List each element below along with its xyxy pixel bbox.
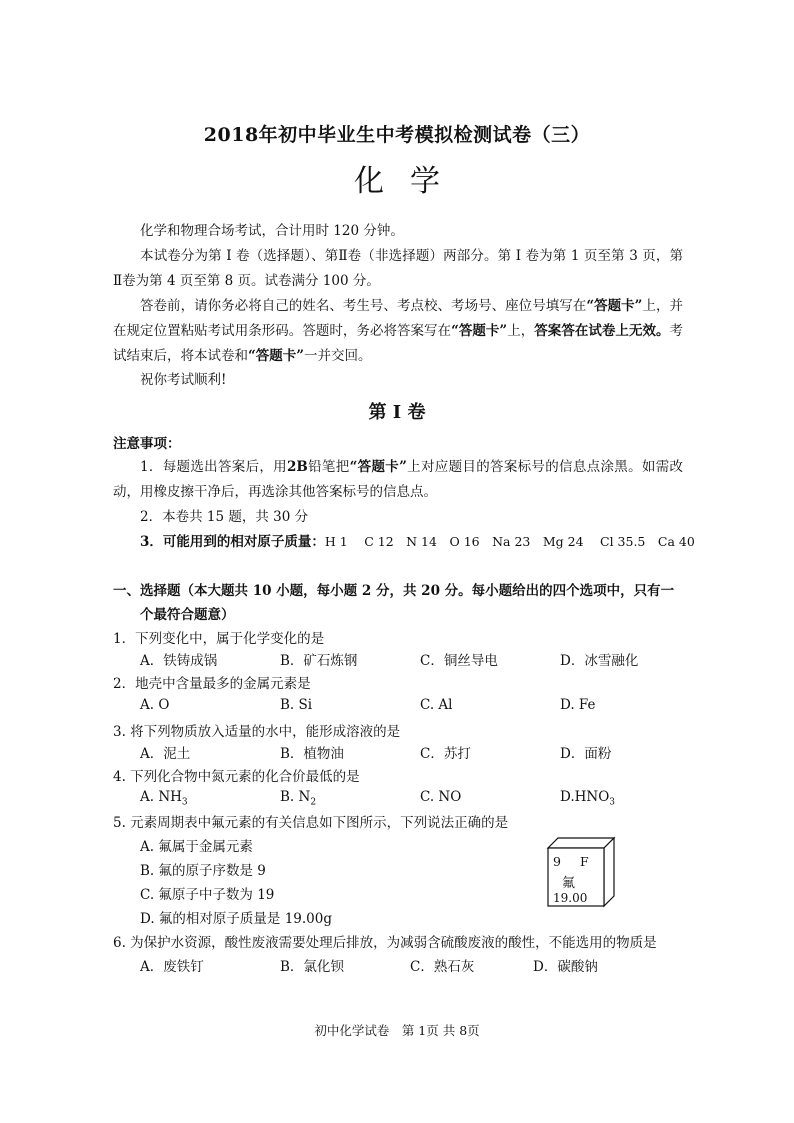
q4-option-d <box>560 789 615 808</box>
q3-option-b: B．植物油 <box>280 746 344 762</box>
q4-option-d-text: D.HNO <box>560 789 610 805</box>
q5-option-a: A. 氟属于金属元素 <box>140 839 253 855</box>
intro-3c: 上，并在规定位置粘贴考试用条形码。答题时，务必将答案写在 <box>113 298 684 339</box>
intro-line-1: 化学和物理合场考试，合计用时 120 分钟。 <box>140 223 404 239</box>
intro-3e: 上， <box>507 323 535 339</box>
question-2: 2．地壳中含量最多的金属元素是 <box>113 676 311 692</box>
q3-option-a: A．泥土 <box>140 746 191 762</box>
notice-1c: 铅笔把 <box>307 459 350 475</box>
question-5: 5. 元素周期表中氟元素的有关信息如下图所示，下列说法正确的是 <box>113 815 509 831</box>
part1-title: 第 I 卷 <box>368 402 426 423</box>
q4-option-a <box>140 789 188 808</box>
q4-option-b-sub: 2 <box>310 797 317 808</box>
q1-option-c: C．铜丝导电 <box>420 653 498 669</box>
q4-option-b-text: B. N <box>280 789 311 805</box>
q3-option-d: D．面粉 <box>560 746 612 762</box>
subject-title: 化学 <box>354 164 466 199</box>
q4-option-a-text: A. NH <box>140 789 182 805</box>
exam-title: 2018年初中毕业生中考模拟检测试卷（三） <box>203 124 591 146</box>
q5-option-c: C. 氟原子中子数为 19 <box>140 887 275 903</box>
atomic-masses: H 1 C 12 N 14 O 16 Na 23 Mg 24 Cl 35.5 Ca 40 <box>324 534 695 549</box>
q4-option-b <box>280 789 316 808</box>
notice-3-label: 3．可能用到的相对原子质量： <box>140 534 325 550</box>
notice-1 <box>113 455 683 505</box>
element-name: 氟 <box>562 876 576 891</box>
notice-2: 2．本卷共 15 题，共 30 分 <box>140 509 309 525</box>
page-footer: 初中化学试卷 第 1页 共 8页 <box>314 1023 480 1038</box>
intro-line-2: 本试卷分为第 I 卷（选择题）、第Ⅱ卷（非选择题）两部分。第 I 卷为第 1 页至第 3 页，第Ⅱ卷为第 4 页至第 8 页。试卷满分 100 分。 <box>113 248 683 289</box>
notice-1b: 2B <box>287 459 308 475</box>
q5-option-b: B. 氟的原子序数是 9 <box>140 863 266 879</box>
section1-heading-b: 个最符合题意） <box>140 607 235 623</box>
question-6: 6. 为保护水资源，酸性废液需要处理后排放，为减弱含硫酸废液的酸性，不能选用的物质是 <box>113 935 657 951</box>
fluorine-element-card <box>544 836 616 908</box>
q1-option-a: A．铁铸成锅 <box>140 653 218 669</box>
element-mass: 19.00 <box>553 891 588 905</box>
question-3: 3. 将下列物质放入适量的水中，能形成溶液的是 <box>113 724 401 740</box>
intro-3i: 一并交回。 <box>304 348 372 364</box>
q3-option-c: C．苏打 <box>420 746 471 762</box>
intro-3d: “答题卡” <box>451 323 508 339</box>
notice-3 <box>140 530 695 550</box>
q4-option-a-sub: 3 <box>181 797 188 808</box>
intro-line-3 <box>113 294 683 369</box>
q2-option-d: D. Fe <box>560 697 596 713</box>
section1-heading-a: 一、选择题（本大题共 10 小题，每小题 2 分，共 20 分。每小题给出的四个选项中，只有一 <box>113 583 675 599</box>
notice-1e: 上对应题目的答案标号的信息点涂黑。如需改动，用橡皮擦干净后，再选涂其他答案标号的信息点。 <box>113 459 684 500</box>
q6-option-d: D．碳酸钠 <box>533 959 598 975</box>
q6-option-a: A．废铁钉 <box>140 959 204 975</box>
q2-option-b: B. Si <box>280 697 313 713</box>
q1-option-b: B．矿石炼钢 <box>280 653 358 669</box>
element-symbol: F <box>580 854 589 869</box>
intro-3g: 考试结束后，将本试卷和 <box>113 323 684 364</box>
question-4: 4. 下列化合物中氮元素的化合价最低的是 <box>113 769 360 785</box>
q4-option-c: C. NO <box>420 789 462 805</box>
q2-option-c: C. Al <box>420 697 453 713</box>
question-1: 1．下列变化中，属于化学变化的是 <box>113 631 325 647</box>
intro-3f: 答案答在试卷上无效。 <box>534 323 670 339</box>
q1-option-d: D．冰雪融化 <box>560 653 639 669</box>
q5-option-d: D. 氟的相对原子质量是 19.00g <box>140 911 333 927</box>
q6-option-c: C．熟石灰 <box>410 959 475 975</box>
q4-option-d-sub: 3 <box>609 797 616 808</box>
q2-option-a: A. O <box>140 697 170 713</box>
notice-1a: 1．每题选出答案后，用 <box>140 459 287 475</box>
intro-line-4: 祝你考试顺利! <box>140 372 227 388</box>
notice-label: 注意事项： <box>113 436 181 452</box>
notice-1d: “答题卡” <box>349 459 407 475</box>
q6-option-b: B．氯化钡 <box>280 959 344 975</box>
intro-3b: “答题卡” <box>586 298 643 314</box>
element-number: 9 <box>553 854 561 869</box>
intro-3h: “答题卡” <box>248 348 305 364</box>
intro-3a: 答卷前，请你务必将自己的姓名、考生号、考点校、考场号、座位号填写在 <box>140 298 587 314</box>
